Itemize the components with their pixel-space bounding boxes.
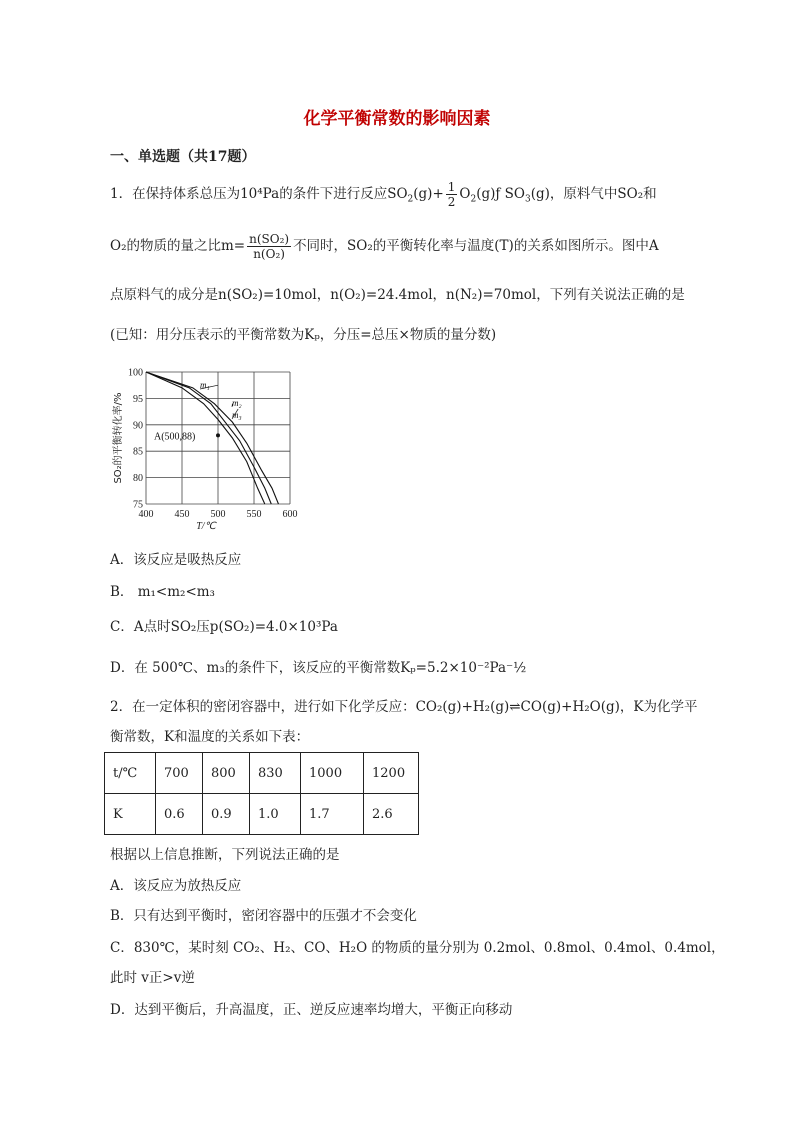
q2-option-c-cont[interactable]: 此时 v正>v逆 bbox=[110, 970, 195, 986]
frac-den: 2 bbox=[447, 195, 456, 209]
q2-stem: 根据以上信息推断，下列说法正确的是 bbox=[110, 847, 340, 863]
q1-line-3: 点原料气的成分是n(SO₂)=10mol，n(O₂)=24.4mol，n(N₂)=70mol，下列有关说法正确的是 bbox=[110, 287, 685, 303]
y-tick-label: 75 bbox=[133, 499, 143, 511]
q1-option-c[interactable]: C．A点时SO₂压p(SO₂)=4.0×10³Pa bbox=[110, 619, 338, 635]
x-axis-label: T/℃ bbox=[196, 521, 216, 532]
table-cell: 830 bbox=[250, 753, 301, 794]
table-cell: 1.7 bbox=[301, 794, 364, 835]
table-row bbox=[105, 794, 419, 835]
section-heading: 一、单选题（共17题） bbox=[110, 149, 256, 165]
point-a-label: A(500,88) bbox=[154, 431, 196, 443]
conversion-chart bbox=[108, 360, 308, 532]
q1-text-e: (g)，原料气中SO₂和 bbox=[530, 186, 657, 202]
table-cell: K bbox=[105, 794, 156, 835]
q2-line-1: 2．在一定体积的密闭容器中，进行如下化学反应：CO₂(g)+H₂(g)⇌CO(g)+H₂O(g)，K为化学平 bbox=[110, 699, 698, 715]
x-tick-label: 550 bbox=[246, 509, 262, 520]
q1-text-a: 1．在保持体系总压为10⁴Pa的条件下进行反应SO bbox=[110, 186, 408, 202]
y-tick-label: 100 bbox=[128, 367, 143, 379]
q1-line-2 bbox=[110, 232, 659, 261]
q1-line-1: 1．在保持体系总压为10⁴Pa的条件下进行反应$SO_2(g)+$ $\frac{1}{2}$ $O_2(g)ƒ$ $SO_3(g)$，原料气中SO₂和 bbox=[110, 180, 657, 209]
table-cell: 800 bbox=[203, 753, 250, 794]
table-cell: 1200 bbox=[364, 753, 419, 794]
q1-line-4: (已知：用分压表示的平衡常数为Kₚ，分压=总压×物质的量分数) bbox=[110, 327, 497, 343]
x-tick-label: 600 bbox=[282, 509, 298, 520]
q1-option-b[interactable]: B． m₁<m₂<m₃ bbox=[110, 584, 215, 600]
page-title: 化学平衡常数的影响因素 bbox=[303, 109, 491, 129]
q2-option-b[interactable]: B．只有达到平衡时，密闭容器中的压强才不会变化 bbox=[110, 908, 417, 924]
series-label: m₃ bbox=[232, 410, 242, 420]
y-tick-label: 85 bbox=[133, 446, 143, 458]
x-tick-label: 400 bbox=[138, 509, 154, 520]
q1-text-b: (g)+ bbox=[413, 186, 444, 202]
frac-num: 1 bbox=[447, 180, 456, 194]
y-axis-label: SO₂的平衡转化率/% bbox=[113, 392, 124, 484]
series-label: m₁ bbox=[200, 380, 210, 390]
q2-option-a[interactable]: A．该反应为放热反应 bbox=[110, 878, 242, 894]
k-temperature-table bbox=[104, 752, 419, 835]
point-a-marker bbox=[216, 433, 220, 437]
table-cell: 0.6 bbox=[156, 794, 203, 835]
fraction-half bbox=[446, 180, 458, 209]
frac-num: n(SO₂) bbox=[249, 232, 290, 246]
q1-text-c: O bbox=[459, 186, 471, 202]
q1-text-d: (g)ƒ SO bbox=[476, 186, 525, 202]
series-label: m₂ bbox=[232, 398, 242, 408]
y-tick-label: 95 bbox=[133, 393, 143, 405]
q1-option-a[interactable]: A．该反应是吸热反应 bbox=[110, 552, 242, 568]
table-cell: 1.0 bbox=[250, 794, 301, 835]
y-tick-label: 80 bbox=[133, 473, 143, 485]
q2-line-2: 衡常数，K和温度的关系如下表： bbox=[110, 729, 310, 745]
table-cell: 700 bbox=[156, 753, 203, 794]
table-cell: 0.9 bbox=[203, 794, 250, 835]
table-cell: 2.6 bbox=[364, 794, 419, 835]
x-tick-label: 500 bbox=[210, 509, 226, 520]
table-row bbox=[105, 753, 419, 794]
table-cell: t/℃ bbox=[105, 753, 156, 794]
q2-option-d[interactable]: D．达到平衡后，升高温度，正、逆反应速率均增大，平衡正向移动 bbox=[110, 1002, 513, 1018]
frac-den: n(O₂) bbox=[253, 247, 285, 261]
q2-option-c[interactable]: C．830℃，某时刻 CO₂、H₂、CO、H₂O 的物质的量分别为 0.2mol、0.8mol、0.4mol、0.4mol， bbox=[110, 940, 725, 956]
q1-line2-b: 不同时，SO₂的平衡转化率与温度(T)的关系如图所示。图中A bbox=[293, 238, 659, 254]
q1-line2-a: O₂的物质的量之比m= bbox=[110, 238, 246, 254]
table-cell: 1000 bbox=[301, 753, 364, 794]
fraction-m bbox=[247, 232, 291, 261]
x-tick-label: 450 bbox=[174, 509, 190, 520]
y-tick-label: 90 bbox=[133, 420, 143, 432]
q1-option-d[interactable]: D．在 500℃、m₃的条件下，该反应的平衡常数Kₚ=5.2×10⁻²Pa⁻½ bbox=[110, 660, 527, 676]
